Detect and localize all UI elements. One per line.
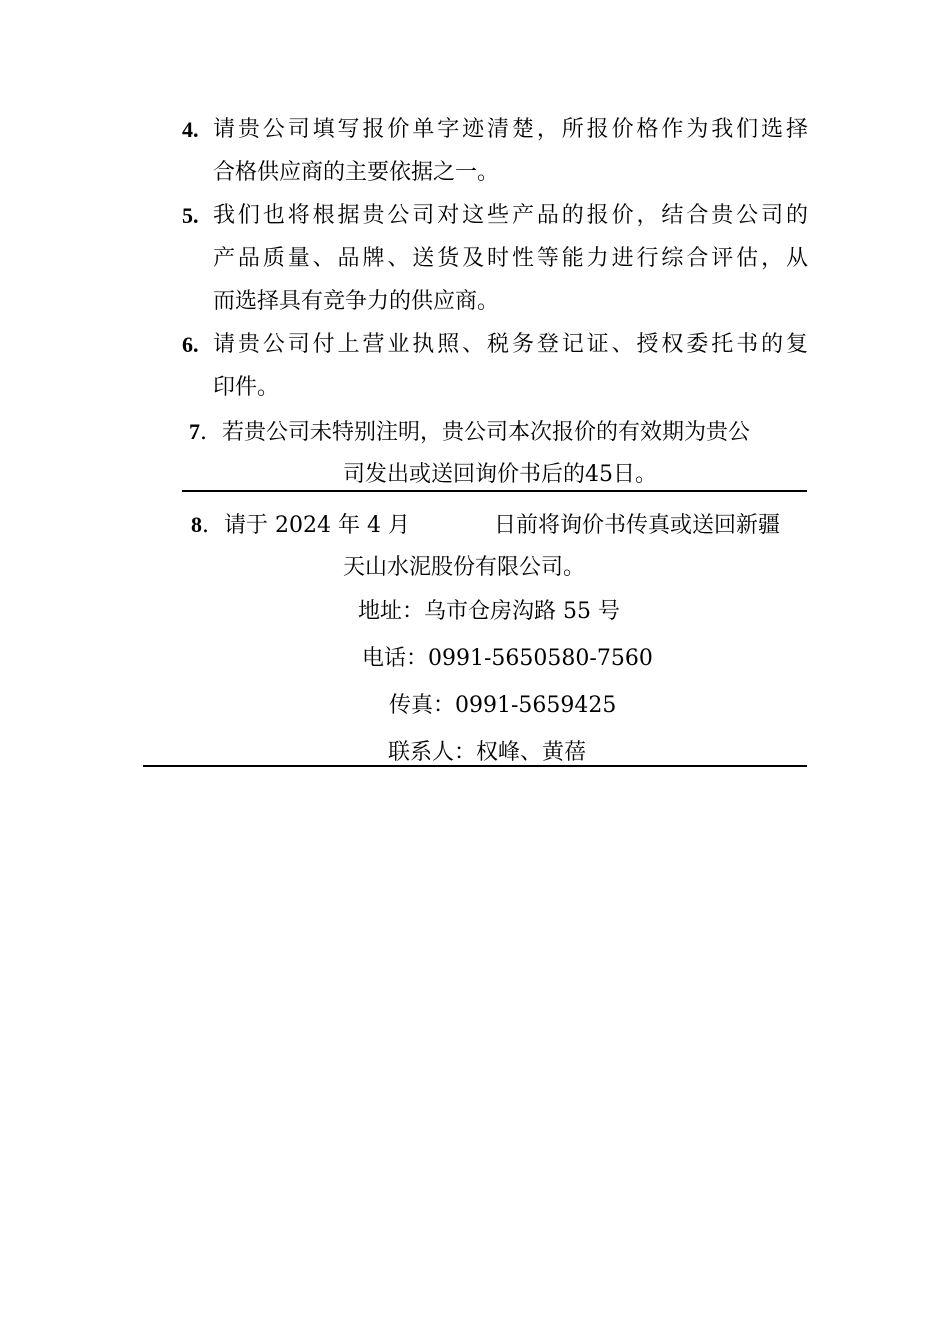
list-item-5: [182, 194, 808, 323]
item-number: 7: [189, 419, 200, 444]
item-number: 6.: [182, 332, 199, 357]
item-text-line: 合格供应商的主要依据之一。: [213, 160, 500, 185]
item-text-line: 请贵公司填写报价单字迹清楚，所报价格作为我们选择: [213, 117, 808, 142]
item-text-line: 我们也将根据贵公司对这些产品的报价，结合贵公司的: [213, 203, 808, 228]
list-item-6: [182, 323, 808, 409]
item-text-line: 若贵公司未特别注明，贵公司本次报价的有效期为贵公: [222, 420, 751, 445]
contact-person-line: 联系人：权峰、黄蓓: [388, 740, 587, 765]
item-7-line-2: 司发出或送回询价书后的45日。: [343, 462, 657, 487]
address-line: 地址：乌市仓房沟路 55 号: [358, 599, 620, 624]
item-number-dot: .: [200, 420, 207, 445]
divider-line: [143, 765, 807, 767]
item-text-line: 印件。: [213, 375, 280, 400]
item-8-line-2: 天山水泥股份有限公司。: [343, 555, 586, 580]
item-text-line: 产品质量、品牌、送货及时性等能力进行综合评估，从: [213, 246, 808, 271]
divider-line: [182, 490, 807, 492]
item-number: 5.: [182, 203, 199, 228]
fax-line: 传真：0991-5659425: [389, 693, 617, 718]
item-text-line: 请贵公司付上营业执照、税务登记证、授权委托书的复: [213, 332, 808, 357]
item-text-part: 请于 2024 年 4 月: [224, 513, 410, 538]
item-text-part: 日前将询价书传真或送回新疆: [493, 513, 780, 538]
list-item-8: [191, 503, 803, 547]
item-number: 4.: [182, 117, 199, 142]
item-number-dot: .: [202, 513, 209, 538]
item-number: 8: [191, 512, 202, 537]
phone-line: 电话：0991-5650580-7560: [362, 646, 653, 671]
list-item-4: [182, 108, 808, 194]
item-text-line: 而选择具有竞争力的供应商。: [213, 289, 500, 314]
date-blank: [410, 531, 494, 532]
list-item-7: [189, 410, 803, 454]
